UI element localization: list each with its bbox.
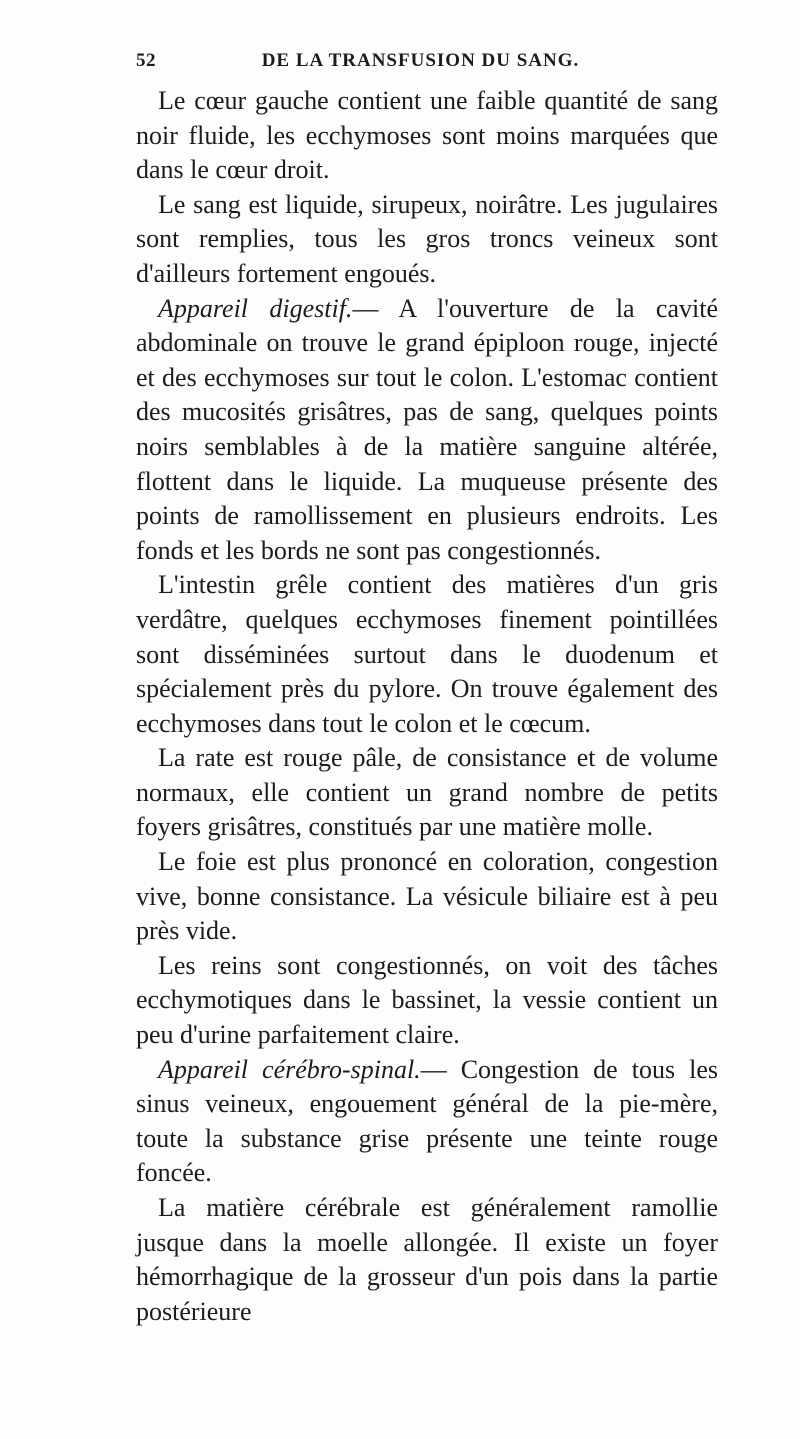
paragraph (136, 188, 718, 292)
paragraph-text: L'intestin grêle contient des matières d'un gris verdâtre, quelques ecchymoses finement pointillées sont disséminées surtout dans le duodenum et spécialement près du pylore. On trouve également des ecchymoses dans tout le colon et le cœcum. (136, 570, 718, 738)
running-head (136, 50, 705, 80)
paragraph-text: — Congestion de tous les sinus veineux, engouement général de la pie-mère, toute la substance grise présente une teinte rouge foncée. (136, 1054, 718, 1188)
paragraph-text: La matière cérébrale est généralement ramollie jusque dans la moelle allongée. Il existe un foyer hémorrhagique de la grosseur d'un pois dans la partie postérieure (136, 1193, 718, 1326)
paragraph-text: Les reins sont congestionnés, on voit des tâches ecchymotiques dans le bassinet, la vessie contient un peu d'urine parfaitement claire. (136, 950, 718, 1050)
paragraph (136, 1191, 718, 1329)
paragraph (136, 568, 718, 741)
section-heading-appareil-cerebro-spinal: Appareil cérébro-spinal. (158, 1054, 421, 1084)
paragraph (136, 949, 718, 1053)
paragraph-text: Le sang est liquide, sirupeux, noirâtre. Les jugulaires sont remplies, tous les gros troncs veineux sont d'ailleurs fortement engoués. (136, 189, 718, 288)
page-number: 52 (136, 50, 156, 71)
paragraph (136, 741, 718, 845)
paragraph-text: — A l'ouverture de la cavité abdominale on trouve le grand épiploon rouge, injecté et des ecchymoses sur tout le colon. L'estomac contient des mucosités grisâtres, pas de sang, quelques points noirs semblables à de la matière sanguine altérée, flottent dans le liquide. La muqueuse présente des points de ramollissement en plusieurs endroits. Les fonds et les bords ne sont pas congestionnés. (136, 293, 719, 565)
paragraph (136, 845, 718, 949)
section-heading-appareil-digestif: Appareil digestif. (158, 293, 353, 323)
paragraph (136, 1053, 718, 1191)
running-title: DE LA TRANSFUSION DU SANG. (261, 50, 580, 71)
paragraph-text: La rate est rouge pâle, de consistance et de volume normaux, elle contient un grand nombre de petits foyers grisâtres, constitués par une matière molle. (136, 743, 718, 842)
paragraph (136, 292, 718, 569)
body-text (136, 84, 718, 1329)
paragraph-text: Le foie est plus prononcé en coloration, congestion vive, bonne consistance. La vésicule biliaire est à peu près vide. (136, 847, 718, 946)
paragraph (136, 84, 718, 188)
paragraph-text: Le cœur gauche contient une faible quantité de sang noir fluide, les ecchymoses sont moins marquées que dans le cœur droit. (136, 86, 718, 185)
